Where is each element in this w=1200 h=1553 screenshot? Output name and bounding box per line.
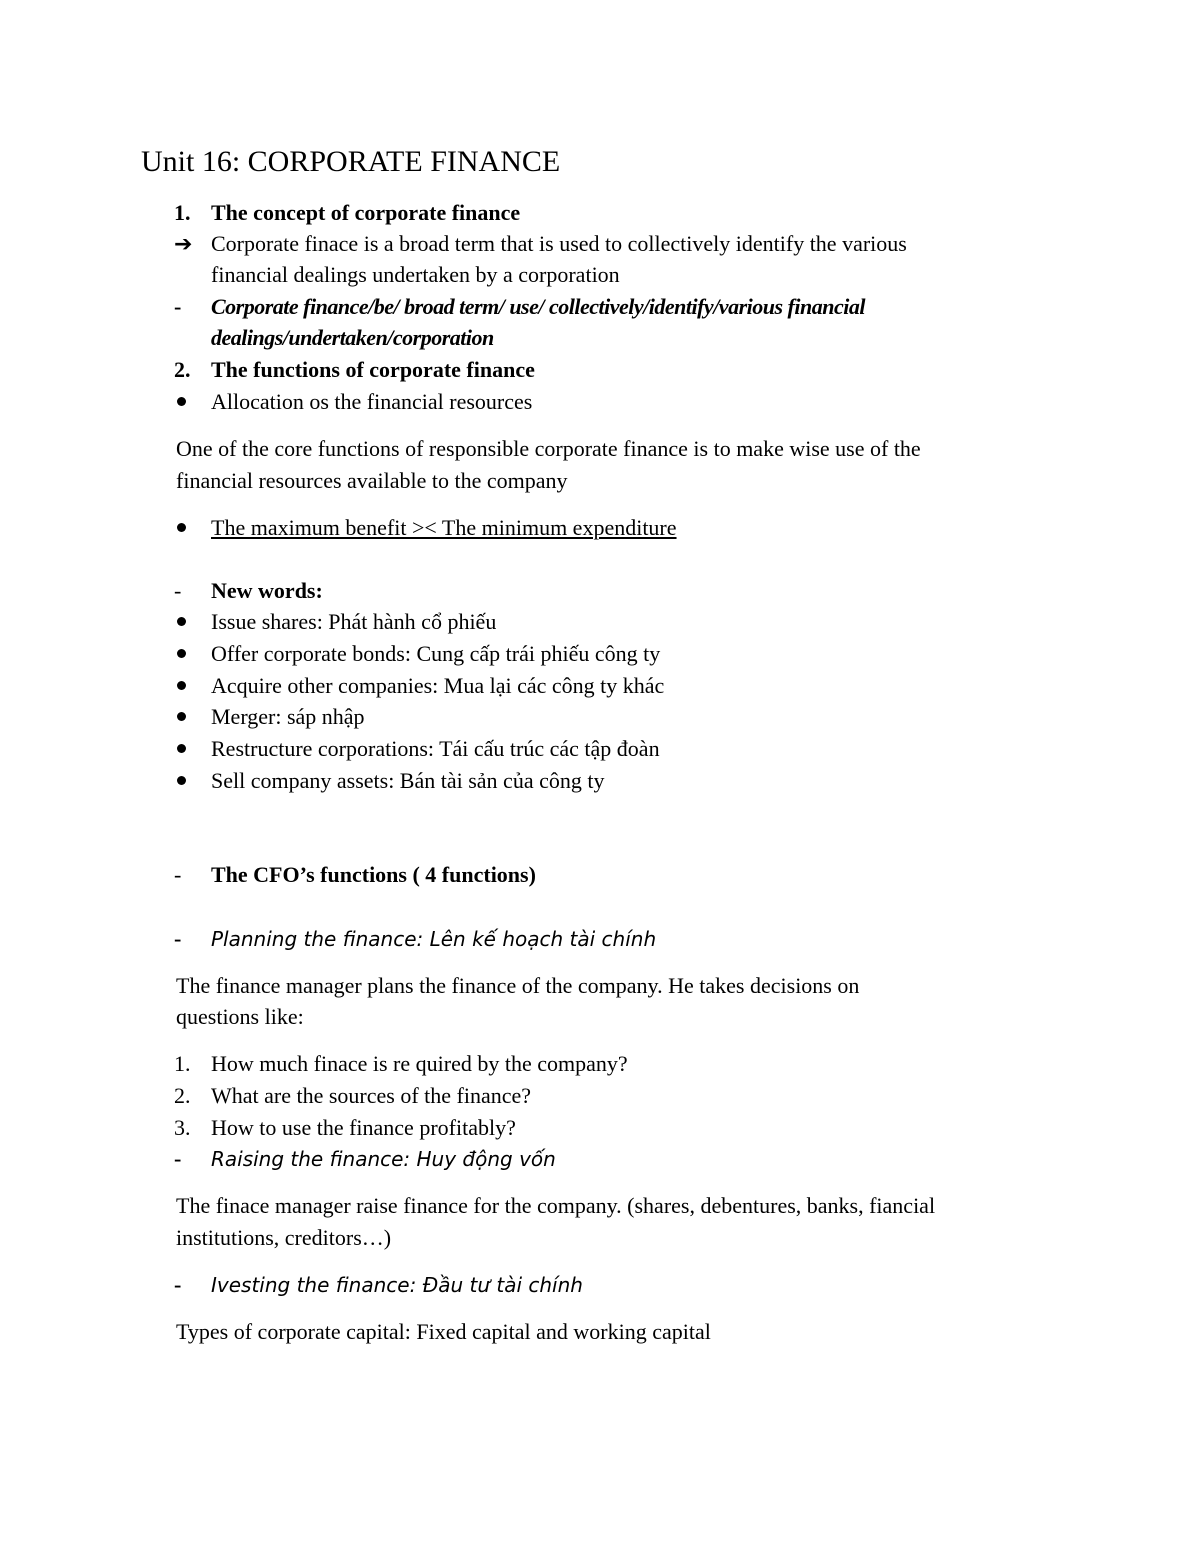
core-functions-line-1: One of the core functions of responsible corporate finance is to make wise use of the bbox=[176, 436, 921, 461]
bullet-icon bbox=[174, 639, 208, 669]
document-title: Unit 16: CORPORATE FINANCE bbox=[141, 145, 561, 178]
planning-para-line-2: questions like: bbox=[176, 1004, 304, 1029]
bullet-icon bbox=[174, 607, 208, 637]
bullet-icon bbox=[174, 513, 208, 543]
cfo-dash: - bbox=[174, 862, 182, 887]
bullet-icon bbox=[174, 702, 208, 732]
question-number: 3. bbox=[174, 1115, 191, 1140]
raising-para-line-2: institutions, creditors…) bbox=[176, 1225, 392, 1250]
keywords-dash: - bbox=[174, 294, 182, 319]
raising-subheading: Raising the finance: Huy động vốn bbox=[211, 1147, 556, 1171]
cfo-heading: The CFO’s functions ( 4 functions) bbox=[211, 862, 536, 887]
bullet-icon bbox=[174, 387, 208, 417]
new-word-item: Issue shares: Phát hành cổ phiếu bbox=[211, 609, 497, 634]
planning-dash: - bbox=[174, 926, 182, 951]
new-word-item: Sell company assets: Bán tài sản của công ty bbox=[211, 768, 605, 793]
planning-para-line-1: The finance manager plans the finance of the company. He takes decisions on bbox=[176, 973, 860, 998]
benefit-bullet: The maximum benefit >< The minimum expenditure bbox=[211, 515, 677, 540]
question-number: 1. bbox=[174, 1051, 191, 1076]
planning-subheading: Planning the finance: Lên kế hoạch tài chính bbox=[211, 927, 657, 951]
new-word-item: Offer corporate bonds: Cung cấp trái phiếu công ty bbox=[211, 641, 661, 666]
keywords-line-2: dealings/undertaken/corporation bbox=[211, 325, 494, 350]
new-word-item: Restructure corporations: Tái cấu trúc các tập đoàn bbox=[211, 736, 660, 761]
new-word-item: Acquire other companies: Mua lại các công ty khác bbox=[211, 673, 665, 698]
question-text: How to use the finance profitably? bbox=[211, 1115, 516, 1140]
capital-types-line: Types of corporate capital: Fixed capital and working capital bbox=[176, 1319, 711, 1344]
question-text: What are the sources of the finance? bbox=[211, 1083, 532, 1108]
bullet-icon bbox=[174, 671, 208, 701]
raising-para-line-1: The finace manager raise finance for the company. (shares, debentures, banks, fiancial bbox=[176, 1193, 936, 1218]
arrow-icon: ➔ bbox=[174, 232, 193, 257]
definition-line-2: financial dealings undertaken by a corporation bbox=[211, 262, 620, 287]
allocation-bullet: Allocation os the financial resources bbox=[211, 389, 533, 414]
section-2-heading: The functions of corporate finance bbox=[211, 357, 535, 382]
section-1-heading: The concept of corporate finance bbox=[211, 200, 521, 225]
question-text: How much finace is re quired by the company? bbox=[211, 1051, 628, 1076]
new-word-item: Merger: sáp nhập bbox=[211, 704, 365, 729]
bullet-icon bbox=[174, 766, 208, 796]
new-words-heading: New words: bbox=[211, 578, 323, 603]
investing-dash: - bbox=[174, 1272, 182, 1297]
raising-dash: - bbox=[174, 1146, 182, 1171]
new-words-dash: - bbox=[174, 578, 182, 603]
section-1-number: 1. bbox=[174, 200, 191, 225]
question-number: 2. bbox=[174, 1083, 191, 1108]
core-functions-line-2: financial resources available to the company bbox=[176, 468, 568, 493]
definition-line-1: Corporate finace is a broad term that is used to collectively identify the various bbox=[211, 231, 907, 256]
section-2-number: 2. bbox=[174, 357, 191, 382]
keywords-line-1: Corporate finance/be/ broad term/ use/ collectively/identify/various financial bbox=[211, 294, 865, 319]
bullet-icon bbox=[174, 734, 208, 764]
investing-subheading: Ivesting the finance: Đầu tư tài chính bbox=[211, 1273, 583, 1297]
